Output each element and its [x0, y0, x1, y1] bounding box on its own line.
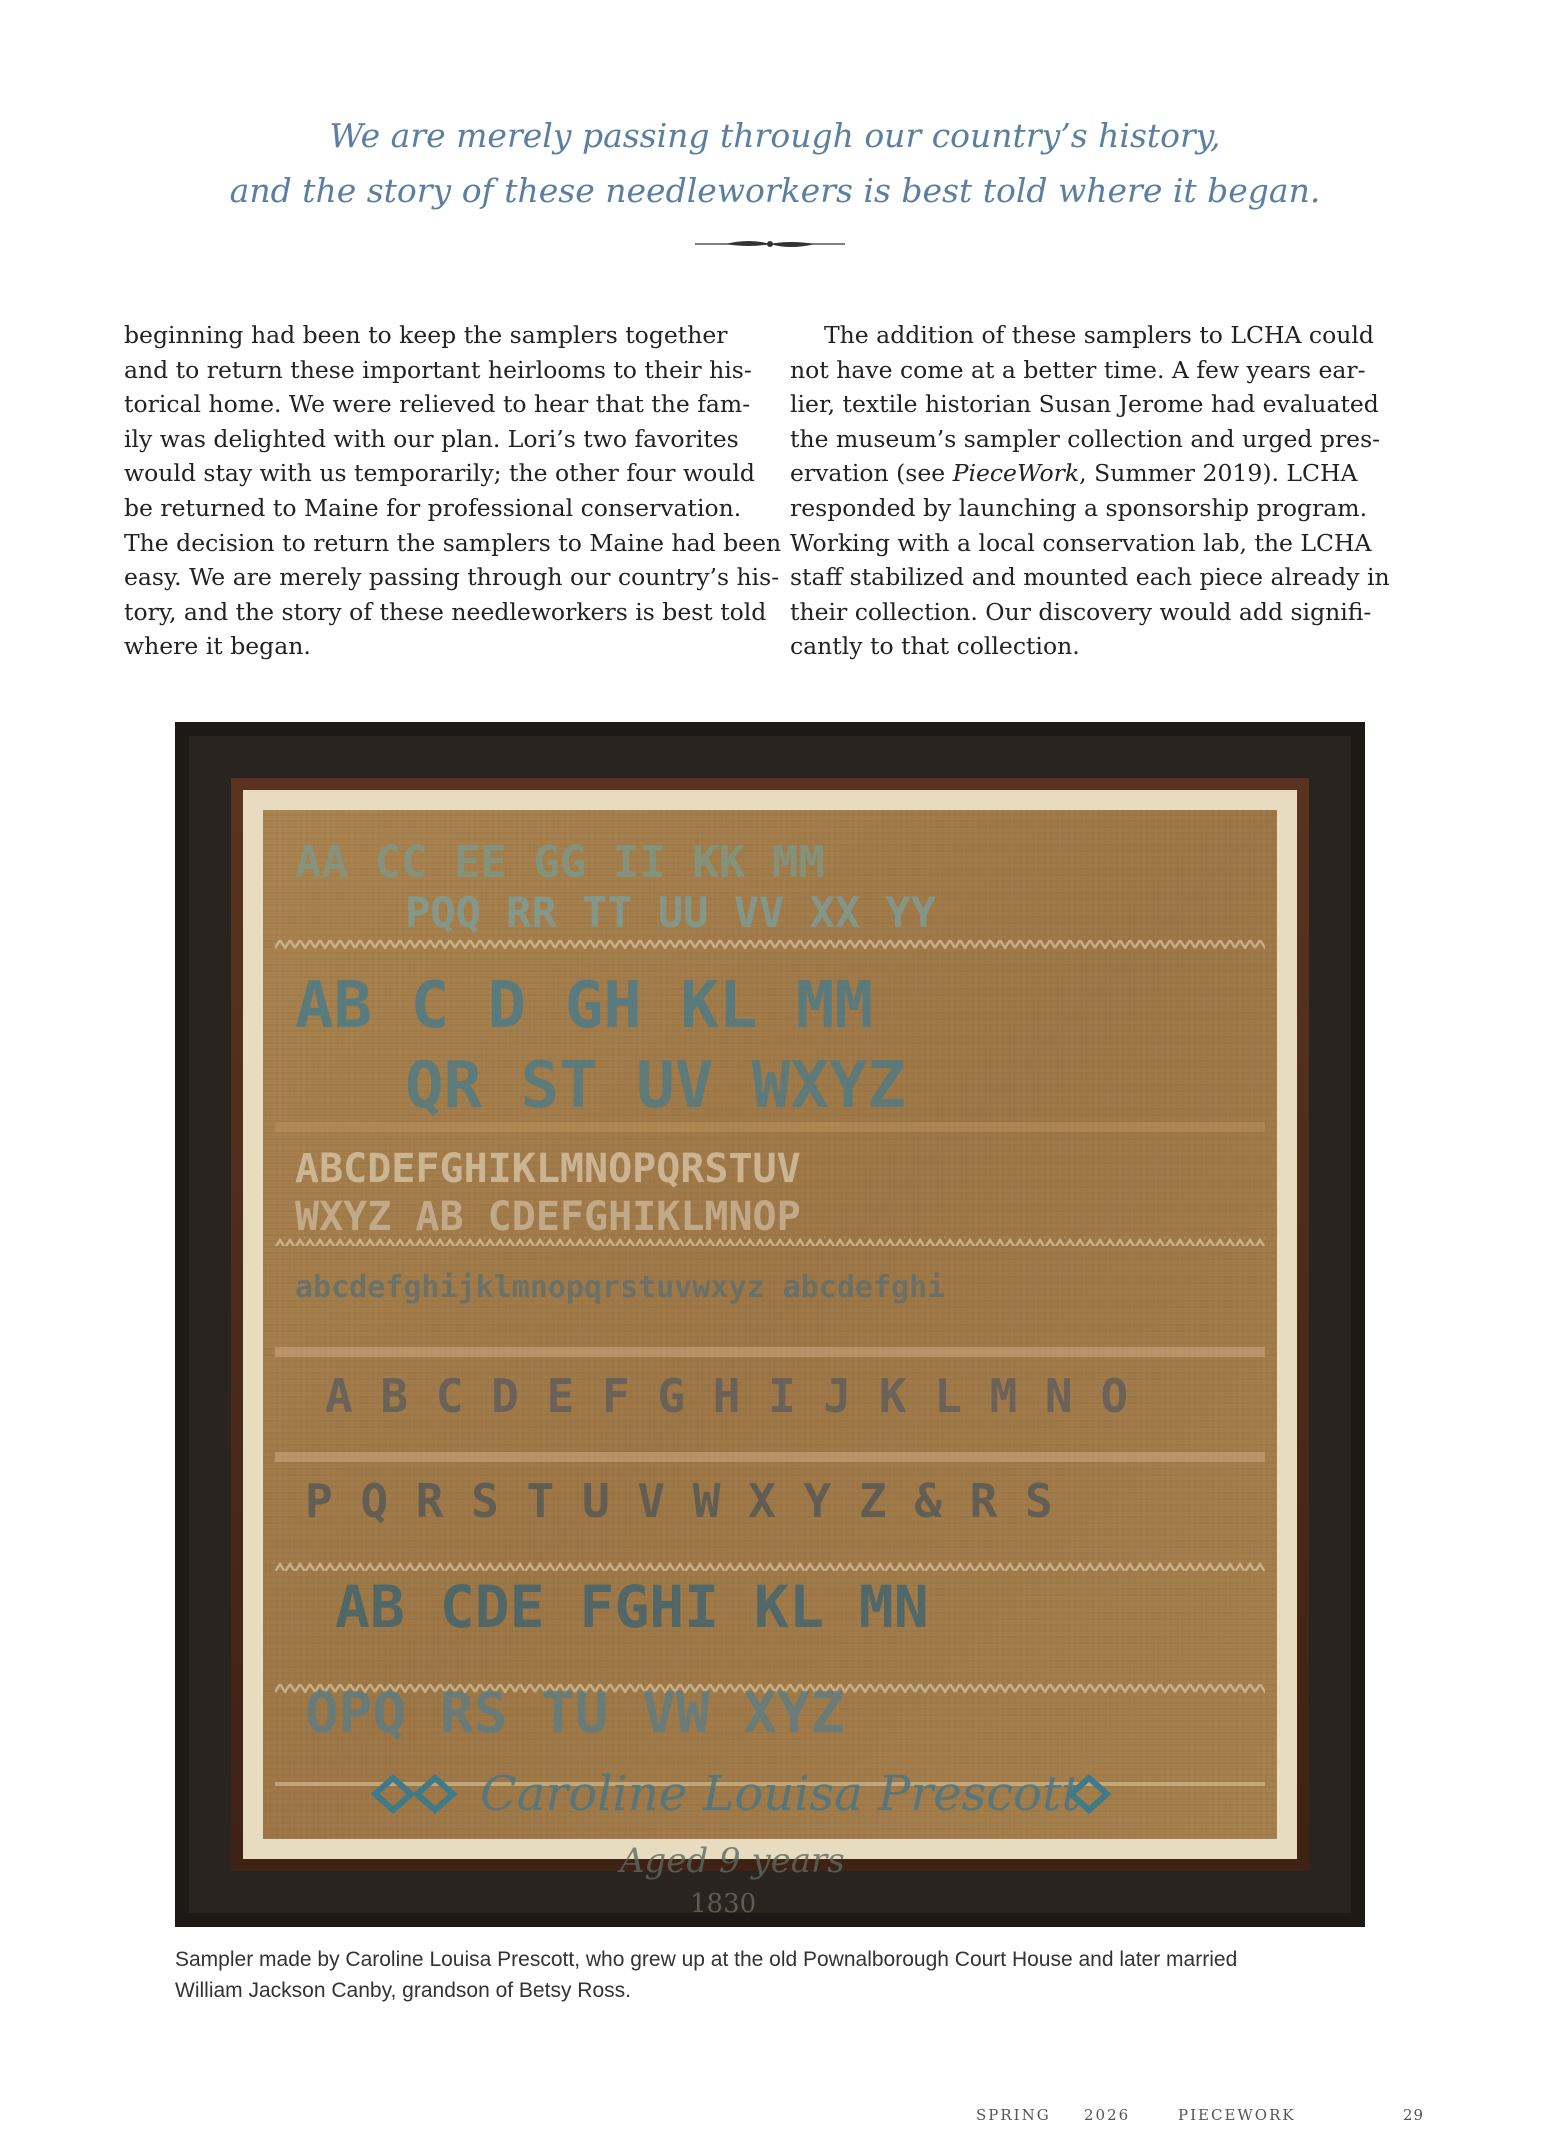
sampler-row-8: A B C D E F G H I J K L M N O [325, 1369, 1129, 1423]
pull-quote-line-2: and the story of these needleworkers is best told where it began. [229, 171, 1321, 210]
sampler-row-4: QR ST UV WXYZ [405, 1049, 906, 1123]
right-line: not have come at a better time. A few years ear- [790, 355, 1366, 384]
left-line: torical home. We were relieved to hear that the fam- [124, 390, 751, 419]
right-line: Working with a local conservation lab, the LCHA [790, 528, 1372, 557]
footer-season: SPRING [976, 2106, 1051, 2124]
right-line: The addition of these samplers to LCHA could [824, 321, 1374, 349]
sampler-row-6: WXYZ AB CDEFGHIKLMNOP [295, 1194, 801, 1240]
photo-caption [175, 1944, 1375, 2006]
right-line-text: , Summer 2019). LCHA [1079, 459, 1358, 488]
left-line: beginning had been to keep the samplers together [124, 321, 728, 349]
sampler-maker-name: Caroline Louisa Prescott [480, 1766, 1081, 1822]
flourish-divider-icon [695, 236, 845, 252]
caption-line-1: Sampler made by Caroline Louisa Prescott, who grew up at the old Pownalborough Court House and later married [175, 1948, 1238, 1971]
sampler-photo [175, 722, 1365, 1927]
left-line: be returned to Maine for professional conservation. [124, 493, 742, 522]
magazine-title-italic: PieceWork [952, 459, 1080, 488]
right-line: lier, textile historian Susan Jerome had evaluated [790, 390, 1379, 419]
right-line: staff stabilized and mounted each piece already in [790, 563, 1390, 592]
right-line: the museum’s sampler collection and urged pres- [790, 424, 1381, 453]
pull-quote [0, 108, 1550, 218]
sampler-row-7: abcdefghijklmnopqrstuvwxyz abcdefghi [295, 1270, 946, 1305]
left-line: easy. We are merely passing through our country’s his- [124, 563, 780, 592]
caption-line-2: William Jackson Canby, grandson of Betsy Ross. [175, 1979, 631, 2002]
sampler-row-3: AB C D GH KL MM [295, 969, 873, 1043]
right-column [790, 318, 1410, 664]
page-number: 29 [1403, 2106, 1425, 2124]
right-line [790, 456, 1410, 491]
left-line: where it began. [124, 632, 311, 661]
sampler-row-11: OPQ RS TU VW XYZ [305, 1681, 845, 1746]
sampler-row-2: PQQ RR TT UU VV XX YY [405, 888, 937, 937]
left-column [124, 318, 782, 664]
sampler-row-9: P Q R S T U V W X Y Z & R S [305, 1474, 1053, 1528]
sampler-row-5: ABCDEFGHIKLMNOPQRSTUV [295, 1146, 801, 1192]
sampler-row-10: AB CDE FGHI KL MN [335, 1573, 929, 1641]
right-line-text: ervation (see [790, 459, 953, 488]
footer-year: 2026 [1084, 2106, 1131, 2124]
sampler-age: Aged 9 years [620, 1841, 845, 1881]
left-line: ily was delighted with our plan. Lori’s two favorites [124, 424, 739, 453]
footer-magazine-title: PIECEWORK [1178, 2106, 1296, 2124]
left-line: The decision to return the samplers to Maine had been [124, 528, 782, 557]
sampler-row-1: AA CC EE GG II KK MM [295, 837, 825, 888]
right-line: their collection. Our discovery would add signifi- [790, 597, 1372, 626]
sampler-year: 1830 [690, 1889, 757, 1919]
right-line: cantly to that collection. [790, 632, 1080, 661]
left-line: tory, and the story of these needleworkers is best told [124, 597, 767, 626]
pull-quote-line-1: We are merely passing through our country’s history, [329, 116, 1221, 155]
left-line: and to return these important heirlooms to their his- [124, 355, 752, 384]
right-line: responded by launching a sponsorship program. [790, 493, 1368, 522]
left-line: would stay with us temporarily; the other four would [124, 459, 755, 488]
